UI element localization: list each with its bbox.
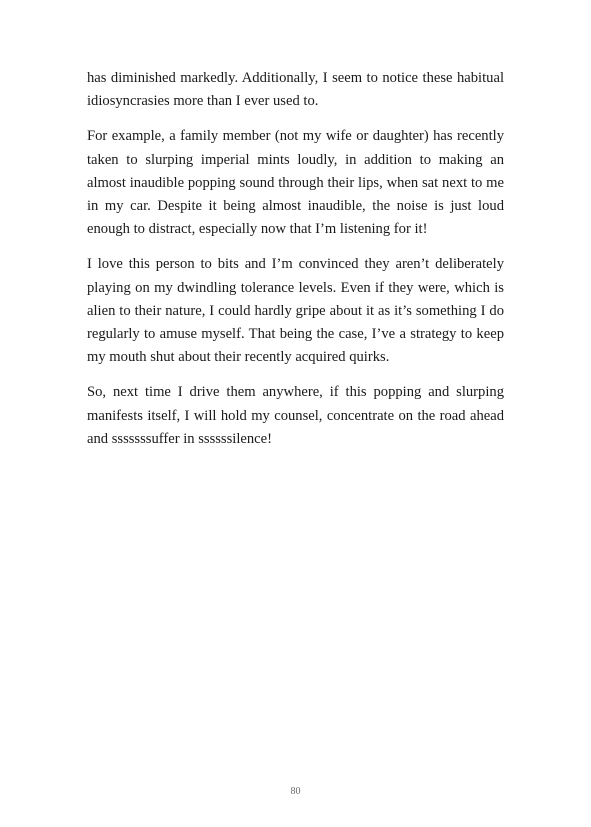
paragraph-3: I love this person to bits and I’m convinced they aren’t deliberately playing on my dwindling tolerance levels. Even if they were, which is alien to their nature, I could hardly gripe about it as it’s something I do regularly to amuse myself. That being the case, I’ve a strategy to keep my mouth shut about their recently acquired quirks. (87, 256, 504, 366)
paragraph-1: has diminished markedly. Additionally, I seem to notice these habitual idiosyncrasies more than I ever used to. (87, 70, 504, 110)
paragraph-2: For example, a family member (not my wife or daughter) has recently taken to slurping imperial mints loudly, in addition to making an almost inaudible popping sound through their lips, when sat next to me in my car. Despite it being almost inaudible, the noise is just loud enough to distract, especially now that I’m listening for it! (87, 128, 504, 238)
body-text (87, 67, 504, 463)
paragraph-4: So, next time I drive them anywhere, if this popping and slurping manifests itself, I will hold my counsel, concentrate on the road ahead and sssssssuffer in ssssssilence! (87, 384, 504, 447)
page-number: 80 (290, 786, 301, 797)
